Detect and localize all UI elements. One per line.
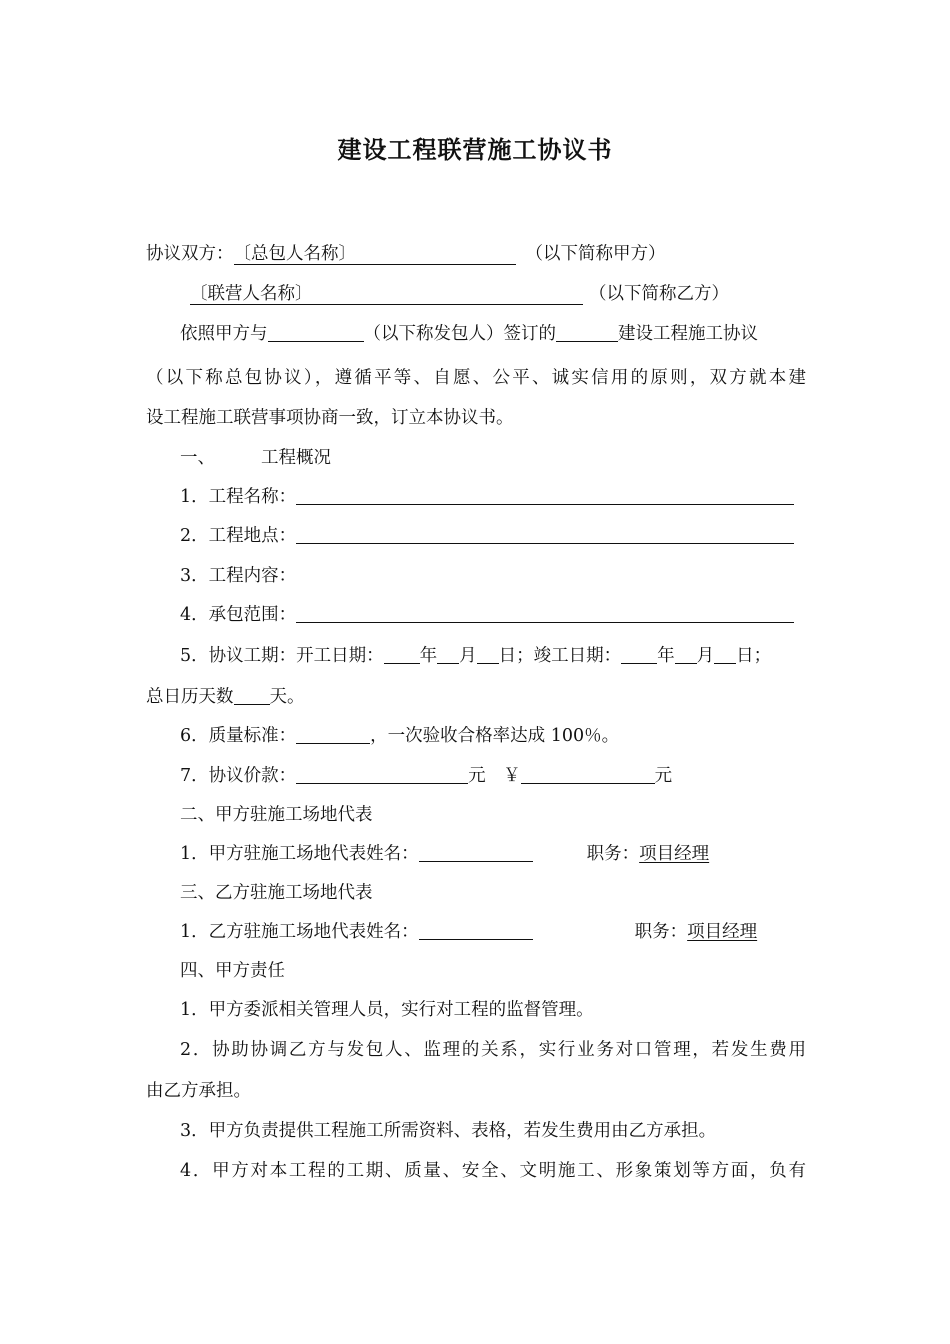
party-b-name-field[interactable] xyxy=(190,284,583,305)
price-words-blank[interactable] xyxy=(296,765,468,784)
party-b-representative-line xyxy=(180,920,757,944)
start-year-blank[interactable] xyxy=(384,645,420,664)
preamble-line-2: （以下称总包协议），遵循平等、自愿、公平、诚实信用的原则，双方就本建 xyxy=(146,368,806,388)
party-a-representative-label: 1．甲方驻施工场地代表姓名： xyxy=(180,844,419,864)
end-day-blank[interactable] xyxy=(714,645,736,664)
start-year-unit: 年 xyxy=(419,646,438,666)
parties-line-a xyxy=(146,242,666,266)
price-figures-blank[interactable] xyxy=(521,765,655,784)
quality-standard-blank[interactable] xyxy=(296,725,370,744)
party-b-name: 〔联营人名称〕 xyxy=(190,284,313,304)
party-a-representative-line xyxy=(180,842,709,866)
contract-scope-line xyxy=(180,603,794,627)
project-name-label: 1．工程名称： xyxy=(180,487,297,507)
calendar-days-blank[interactable] xyxy=(234,686,270,705)
project-location-blank[interactable] xyxy=(296,525,794,544)
end-year-unit: 年 xyxy=(657,646,675,666)
parties-label: 协议双方： xyxy=(146,244,234,264)
project-location-line xyxy=(180,524,794,548)
project-content-line xyxy=(180,564,296,588)
project-location-label: 2．工程地点： xyxy=(180,526,297,546)
party-b-representative-blank[interactable] xyxy=(419,921,533,940)
calendar-days-label: 总日历天数 xyxy=(146,687,234,707)
project-name-blank[interactable] xyxy=(296,486,794,505)
quality-standard-label: 6．质量标准： xyxy=(180,726,297,746)
party-a-duty-2-line-2: 由乙方承担。 xyxy=(146,1081,251,1101)
party-a-duty-3: 3．甲方负责提供工程施工所需资料、表格，若发生费用由乙方承担。 xyxy=(180,1121,717,1141)
start-date-label: 5．协议工期：开工日期： xyxy=(180,646,384,666)
section-1-title: 工程概况 xyxy=(261,448,331,468)
section-2-heading: 二、甲方驻施工场地代表 xyxy=(180,805,373,825)
preamble-text-1c: 建设工程施工协议 xyxy=(618,324,758,344)
price-yuan-unit: 元 xyxy=(654,766,673,786)
calendar-days-line xyxy=(146,685,305,709)
start-day-blank[interactable] xyxy=(477,645,499,664)
party-a-name-field[interactable] xyxy=(234,244,516,265)
document-title: 建设工程联营施工协议书 xyxy=(337,135,613,164)
end-month-blank[interactable] xyxy=(675,645,697,664)
section-3-heading: 三、乙方驻施工场地代表 xyxy=(180,883,373,903)
section-1-heading xyxy=(180,446,331,470)
end-month-unit: 月 xyxy=(696,646,715,666)
project-name-line xyxy=(180,485,794,509)
party-b-position-label: 职务： xyxy=(634,922,688,942)
quality-standard-line xyxy=(180,724,619,748)
section-1-number: 一、 xyxy=(180,448,215,468)
contract-scope-label: 4．承包范围： xyxy=(180,605,297,625)
preamble-line-3: 设工程施工联营事项协商一致，订立本协议书。 xyxy=(146,408,514,428)
party-b-representative-label: 1．乙方驻施工场地代表姓名： xyxy=(180,922,419,942)
parties-line-b xyxy=(190,282,729,306)
party-a-duty-1: 1．甲方委派相关管理人员，实行对工程的监督管理。 xyxy=(180,1000,594,1020)
contract-price-line xyxy=(180,764,672,788)
contract-price-label: 7．协议价款： xyxy=(180,766,297,786)
contract-period-line xyxy=(180,644,771,668)
price-yuan-text: 元 ￥ xyxy=(468,766,521,786)
start-month-blank[interactable] xyxy=(437,645,459,664)
end-day-unit: 日； xyxy=(736,646,772,666)
party-a-suffix: （以下简称甲方） xyxy=(525,244,666,264)
section-4-heading: 四、甲方责任 xyxy=(180,961,285,981)
preamble-text-1b: （以下称发包人）签订的 xyxy=(363,324,556,344)
party-a-duty-2-line-1: 2．协助协调乙方与发包人、监理的关系，实行业务对口管理，若发生费用 xyxy=(180,1040,806,1060)
contract-blank[interactable] xyxy=(556,323,618,342)
party-a-position-label: 职务： xyxy=(586,844,640,864)
employer-blank[interactable] xyxy=(268,323,364,342)
end-date-label: 竣工日期： xyxy=(533,646,622,666)
party-a-position-value: 项目经理 xyxy=(639,844,710,864)
project-content-label: 3．工程内容： xyxy=(180,566,297,586)
start-day-unit: 日； xyxy=(498,646,534,666)
preamble-line-1 xyxy=(180,322,758,346)
calendar-days-unit: 天。 xyxy=(269,687,305,707)
party-b-position-value: 项目经理 xyxy=(687,922,758,942)
end-year-blank[interactable] xyxy=(621,645,657,664)
party-b-suffix: （以下简称乙方） xyxy=(589,284,729,304)
party-a-representative-blank[interactable] xyxy=(419,843,533,862)
party-a-duty-4-line-1: 4．甲方对本工程的工期、质量、安全、文明施工、形象策划等方面，负有 xyxy=(180,1161,806,1181)
preamble-text-1a: 依照甲方与 xyxy=(180,324,268,344)
quality-standard-text: ，一次验收合格率达成 100％。 xyxy=(370,726,620,746)
contract-scope-blank[interactable] xyxy=(296,604,794,623)
start-month-unit: 月 xyxy=(459,646,477,666)
party-a-name: 〔总包人名称〕 xyxy=(233,244,356,264)
